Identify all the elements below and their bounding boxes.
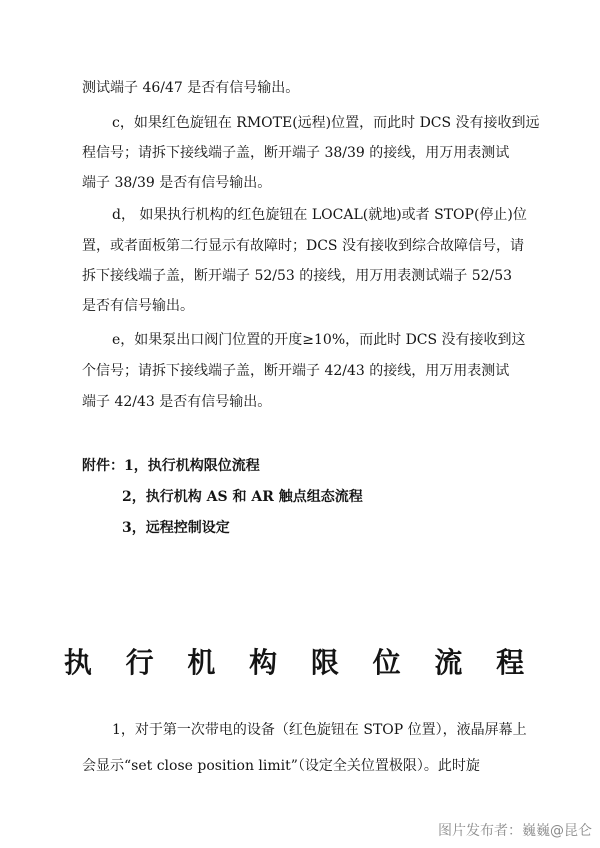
watermark: 图片发布者：巍巍@昆仑 xyxy=(438,823,592,839)
paragraph-line: c，如果红色旋钮在 RMOTE(远程)位置，而此时 DCS 没有接收到远 xyxy=(112,115,540,131)
paragraph-line: 会显示“set close position limit”（设定全关位置极限）。此时旋 xyxy=(82,758,480,774)
paragraph-line: 1，对于第一次带电的设备（红色旋钮在 STOP 位置），液晶屏幕上 xyxy=(112,722,527,738)
paragraph-line: 端子 42/43 是否有信号输出。 xyxy=(82,394,272,410)
attachment-item: 附件：1，执行机构限位流程 xyxy=(82,458,260,474)
paragraph-line: 测试端子 46/47 是否有信号输出。 xyxy=(82,80,300,96)
paragraph-line: e，如果泵出口阀门位置的开度≥10%，而此时 DCS 没有接收到这 xyxy=(112,332,526,348)
paragraph-line: d， 如果执行机构的红色旋钮在 LOCAL(就地)或者 STOP(停止)位 xyxy=(112,207,527,223)
attachment-item: 2，执行机构 AS 和 AR 触点组态流程 xyxy=(122,489,363,505)
paragraph-line: 个信号；请拆下接线端子盖，断开端子 42/43 的接线，用万用表测试 xyxy=(82,363,510,379)
paragraph-line: 置，或者面板第二行显示有故障时；DCS 没有接收到综合故障信号，请 xyxy=(82,238,524,254)
paragraph-line: 程信号；请拆下接线端子盖，断开端子 38/39 的接线，用万用表测试 xyxy=(82,145,510,161)
section-title: 执 行 机 构 限 位 流 程 xyxy=(63,646,537,679)
paragraph-line: 是否有信号输出。 xyxy=(82,298,194,314)
paragraph-line: 拆下接线端子盖，断开端子 52/53 的接线，用万用表测试端子 52/53 xyxy=(82,268,513,284)
paragraph-line: 端子 38/39 是否有信号输出。 xyxy=(82,175,272,191)
attachment-item: 3，远程控制设定 xyxy=(122,520,230,536)
